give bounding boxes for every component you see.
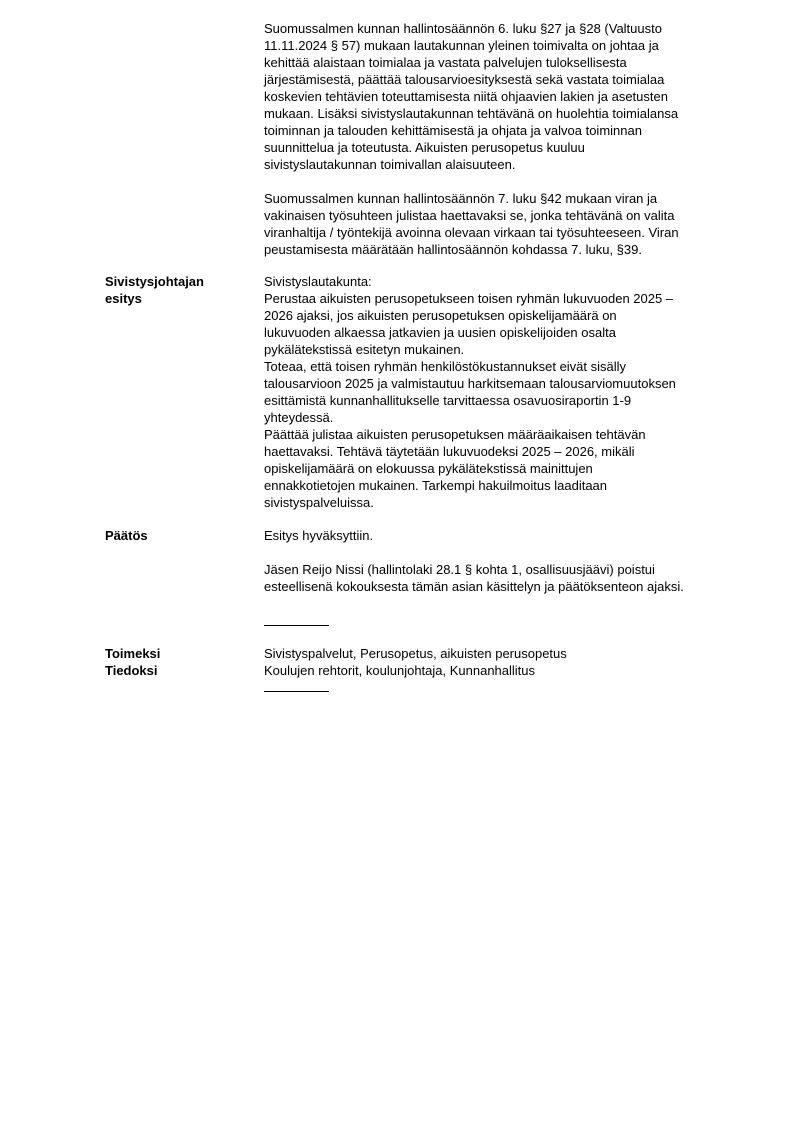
intro-paragraph-1: Suomussalmen kunnan hallintosäännön 6. luku §27 ja §28 (Valtuusto 11.11.2024 § 57) mukaan lautakunnan yleinen toimivalta on johtaa ja kehittää alaistaan toimialaa ja vastata palvelujen tuloksellisesta järjestämisestä, päättää talousarvioesityksestä sekä vastata toimialaa koskevien tehtävien toteuttamisesta niitä ohjaavien lakien ja asetusten mukaan. Lisäksi sivistyslautakunnan tehtävänä on huolehtia toimialansa toiminnan ja talouden kehittämisestä ja ohjata ja valvoa toiminnan suunnittelua ja toteutusta. Aikuisten perusopetus kuuluu sivistyslautakunnan toimivallan alaisuuteen.	[264, 21, 679, 172]
decision-text-2: Jäsen Reijo Nissi (hallintolaki 28.1 § kohta 1, osallisuusjäävi) poistui esteellisenä kokouksesta tämän asian käsittelyn ja päätöksenteon ajaksi.	[264, 562, 684, 594]
toimeksi-label: Toimeksi	[105, 646, 161, 661]
intro-paragraph-2: Suomussalmen kunnan hallintosäännön 7. luku §42 mukaan viran ja vakinaisen työsuhteen julistaa haettavaksi se, jonka tehtävänä on valita viranhaltija / työntekijä avoinna olevaan virkaan tai työsuhteeseen. Viran peustamisesta määrätään hallintosäännön kohdassa 7. luku, §39.	[264, 191, 679, 257]
tiedoksi-label: Tiedoksi	[105, 663, 158, 678]
proposal-text: Sivistyslautakunta: Perustaa aikuisten perusopetukseen toisen ryhmän lukuvuoden 2025 – 2026 ajaksi, jos aikuisten perusopetuksen opiskelijamäärä on lukuvuoden alkaessa jatkavien ja uusien opiskelijoiden osalta pykälätekstissä esitetyn mukainen. Toteaa, että toisen ryhmän henkilöstökustannukset eivät sisälly talousarvioon 2025 ja valmistautuu harkitsemaan talousarviomuutoksen esittämistä kunnanhallitukselle tarvittaessa osavuosiraportin 1-9 yhteydessä. Päättää julistaa aikuisten perusopetuksen määräaikaisen tehtävän haettavaksi. Tehtävä täytetään lukuvuodeksi 2025 – 2026, mikäli opiskelijamäärä on elokuussa pykälätekstissä mainittujen ennakkotietojen mukainen. Tarkempi hakuilmoitus laaditaan sivistyspalveluissa.	[264, 274, 676, 510]
proposal-label-line-1: Sivistysjohtajan	[105, 274, 204, 289]
proposal-label	[105, 273, 255, 307]
intro-section	[264, 20, 744, 258]
decision-section	[264, 527, 744, 595]
proposal-label-line-2: esitys	[105, 291, 142, 306]
decision-label: Päätös	[105, 528, 148, 543]
distribution-labels	[105, 645, 255, 679]
proposal-section	[264, 273, 744, 511]
toimeksi-recipients: Sivistyspalvelut, Perusopetus, aikuisten perusopetus	[264, 646, 567, 661]
tiedoksi-recipients: Koulujen rehtorit, koulunjohtaja, Kunnanhallitus	[264, 663, 536, 678]
distribution-section	[264, 645, 744, 679]
separator-line-2	[264, 691, 329, 692]
decision-text-1: Esitys hyväksyttiin.	[264, 528, 374, 543]
separator-line-1	[264, 625, 329, 626]
